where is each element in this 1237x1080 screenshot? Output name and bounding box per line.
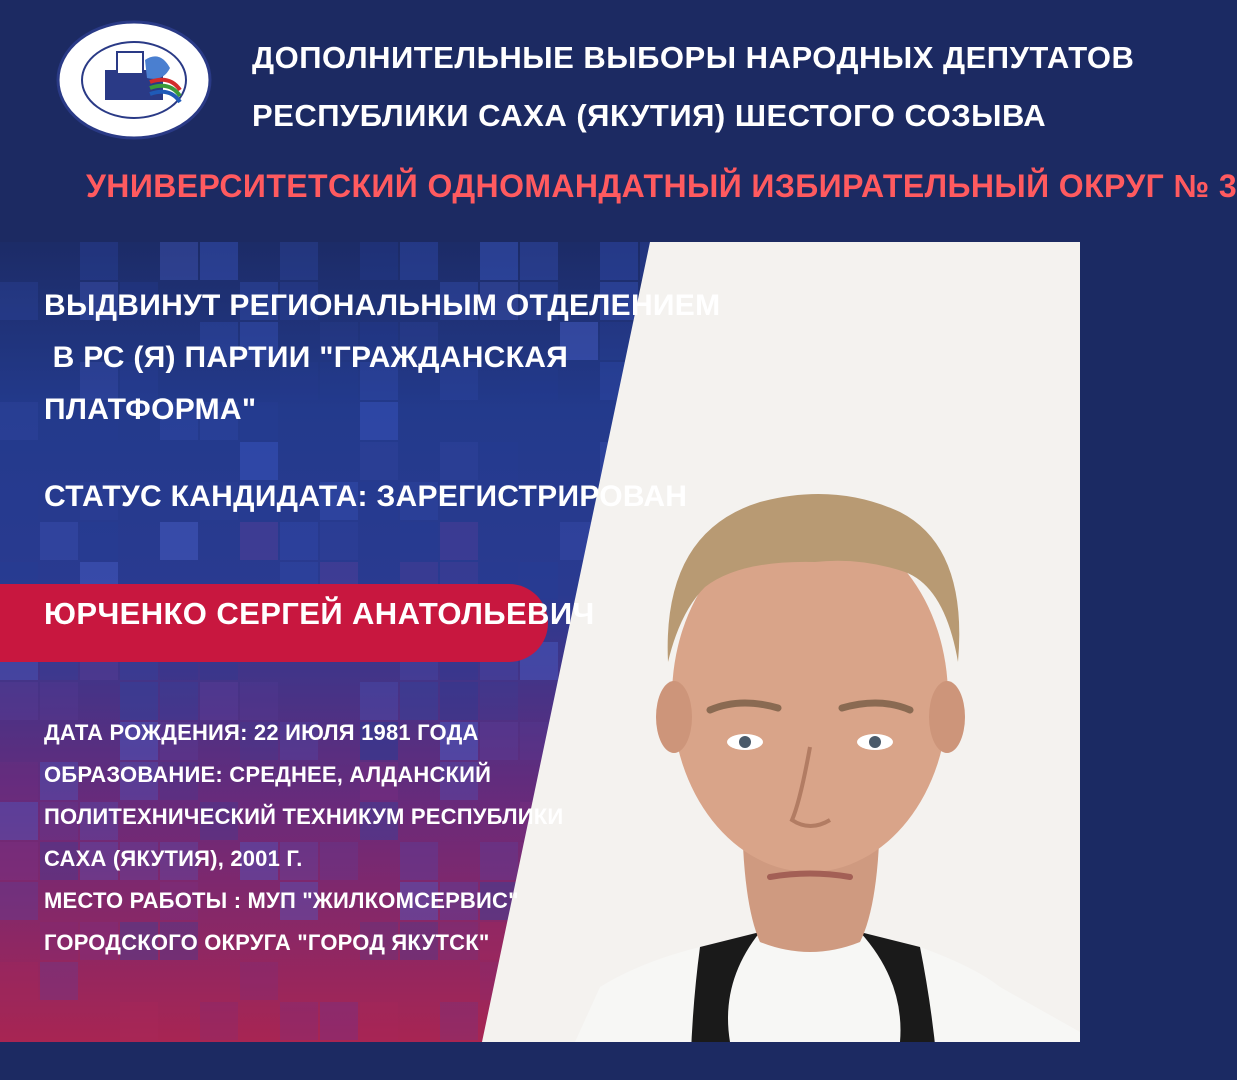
nominee-block [44, 280, 720, 436]
election-title-line-2: РЕСПУБЛИКИ САХА (ЯКУТИЯ) ШЕСТОГО СОЗЫВА [252, 98, 1047, 133]
candidate-name: ЮРЧЕНКО СЕРГЕЙ АНАТОЛЬЕВИЧ [44, 596, 595, 631]
candidate-details [44, 712, 563, 964]
detail-line: ОБРАЗОВАНИЕ: СРЕДНЕЕ, АЛДАНСКИЙ [44, 762, 492, 787]
candidate-status: СТАТУС КАНДИДАТА: ЗАРЕГИСТРИРОВАН [44, 480, 688, 513]
detail-line: ГОРОДСКОГО ОКРУГА "ГОРОД ЯКУТСК" [44, 930, 490, 955]
detail-line: ДАТА РОЖДЕНИЯ: 22 ИЮЛЯ 1981 ГОДА [44, 720, 479, 745]
detail-line: САХА (ЯКУТИЯ), 2001 Г. [44, 846, 303, 871]
election-title-line-1: ДОПОЛНИТЕЛЬНЫЕ ВЫБОРЫ НАРОДНЫХ ДЕПУТАТОВ [252, 40, 1135, 75]
header [0, 0, 1237, 242]
detail-line: МЕСТО РАБОТЫ : МУП "ЖИЛКОМСЕРВИС" [44, 888, 519, 913]
footer-band [0, 1042, 1080, 1080]
nominee-line-3: ПЛАТФОРМА" [44, 393, 257, 426]
district-title: УНИВЕРСИТЕТСКИЙ ОДНОМАНДАТНЫЙ ИЗБИРАТЕЛЬНЫЙ ОКРУГ № 3 [86, 168, 1237, 204]
detail-line: ПОЛИТЕХНИЧЕСКИЙ ТЕХНИКУМ РЕСПУБЛИКИ [44, 804, 564, 829]
nominee-line-2: В РС (Я) ПАРТИИ "ГРАЖДАНСКАЯ [44, 341, 569, 374]
election-commission-logo-icon [55, 20, 213, 140]
nominee-line-1: ВЫДВИНУТ РЕГИОНАЛЬНЫМ ОТДЕЛЕНИЕМ [44, 289, 721, 322]
